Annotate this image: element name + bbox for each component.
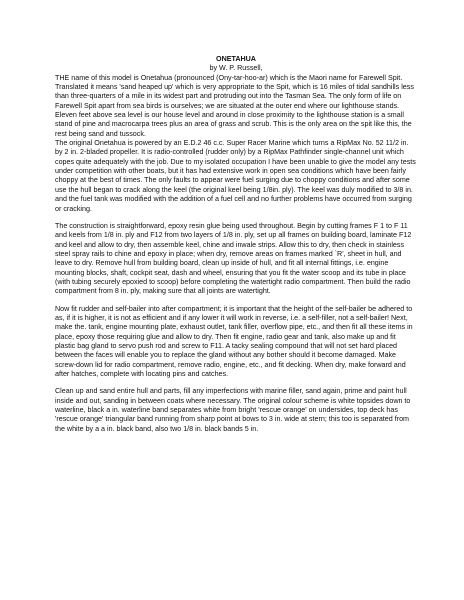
paragraph-power: The original Onetahua is powered by an E.D.2 46 c.c. Super Racer Marine which turns a RipMax No. 52 11/2 in. by 2 in. 2-bladed propeller. It is radio-controlled (rudder only) by a RipMax Pathfinder single-channel unit which copes quite adequately with the job. Due to my isolated occupation I have been unable to give the model any tests under competition with other boats, but it has had extensive work in open sea conditions which have been fairly choppy at the best of times. The only faults to appear were fuel surging due to choppy conditions and after some use the hull began to crack along the keel (the original keel being 1/8in. ply). The keel was duly modified to 3/8 in. and the fuel tank was modified with the addition of a fuel cell and no further problems have occurred from surging or cracking. [55, 139, 416, 213]
article-title: ONETAHUA [216, 55, 256, 63]
paragraph-intro: THE name of this model is Onetahua (pronounced (Ony-tar-hoo-ar) which is the Maori name for Farewell Spit. Translated it means 'sand heaped up' which is very appropriate to the Spit, which is 16 miles of tidal sandhills less than three-quarters of a mile in its widest part and protruding out into the Tasman Sea. The only form of life on Farewell Spit apart from sea birds is ourselves; we are situated at the outer end where our lighthouse stands. Eleven feet above sea level is our house level and around in close proximity to the lighthouse station is a small stand of pine and macrocarpa trees plus an area of grass and scrub. This is the only area on the spit like this, the rest being sand and tussock. [55, 73, 414, 138]
document-page [55, 55, 417, 434]
paragraph-construction: The construction is straightforward, epoxy resin glue being used throughout. Begin by cutting frames F 1 to F 11 and keels from 1/8 in. ply and F12 from two layers of 1/8 in. ply, set up all frames on building board, laminate F12 and keel and allow to dry, then assemble keel, chine and inwale strips. Allow this to dry, then check in stainless steel spray rails to chine and epoxy in place; when dry, remove areas on frames marked `R', sheet in hull, and leave to dry. Remove hull from building board, clean up inside of hull, and fit all internal fittings, i.e. engine mounting blocks, shaft, cockpit seat, dash and wheel, ensuring that you fit the water scoop and its tube in place (with tubing securely epoxied to scoop) before completing the watertight radio compartment. Then build the radio compartment from 8 in. ply, making sure that all joints are watertight. [55, 221, 412, 296]
paragraph-fitting: Now fit rudder and self-bailer into after compartment; it is important that the height of the self-bailer be adhered to as, if it is higher, it is not as efficient and if any lower it will work in reverse, i.e. a self-filler, not a self-bailer! Next, make the. tank, engine mounting plate, exhaust outlet, tank filler, overflow pipe, etc., and then fit all these items in place, epoxy those requiring glue and allow to dry. Then fit engine, radio gear and tank, also make up and fit plastic bag gland to servo push rod and screw to F11. A tacky sealing compound that will not set hard placed between the faces will enable you to replace the gland without any bother should it become damaged. Make screw-down lid for radio compartment, remove radio, engine, etc., and fit decking. When dry, make forward and after hatches, complete with locating pins and catches. [55, 304, 413, 378]
article-byline: by W. P. Russell, [209, 64, 263, 73]
paragraph-finishing: Clean up and sand entire hull and parts, fill any imperfections with marine filler, sand again, prime and paint hull inside and out, sanding in between coats where necessary. The original colour scheme is white topsides down to waterline, black a in. waterline band separates white from bright 'rescue orange' on undersides, top deck has 'rescue orange' triangular band running from sharp point at bows to 3 in. wide at stern; this too is separated from the white by a a in. black band, also two 1/8 in. black bands 5 in. [55, 387, 411, 433]
